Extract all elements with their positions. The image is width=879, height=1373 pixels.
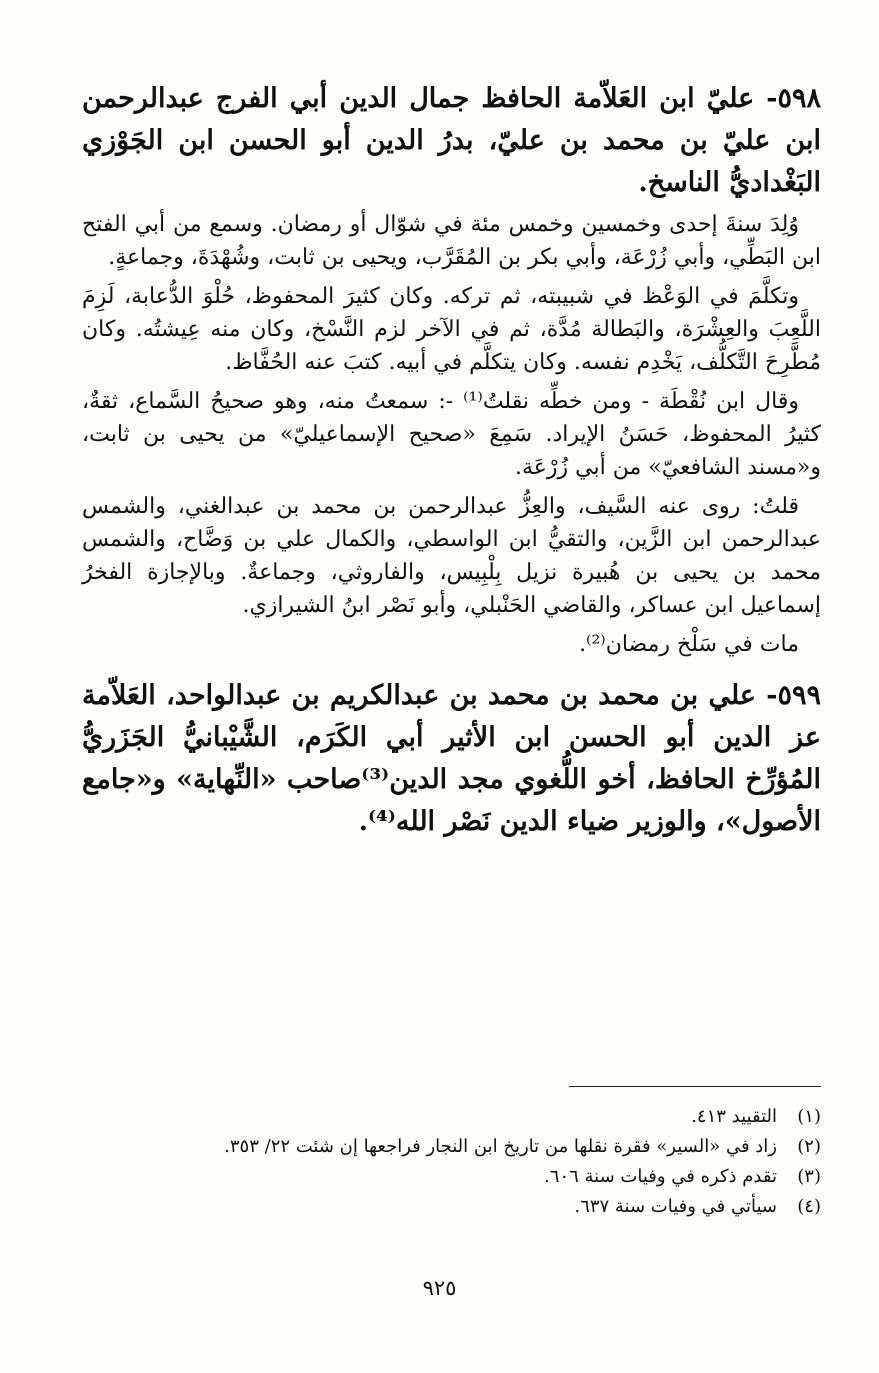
entry-heading-598: ٥٩٨- عليّ ابن العَلاّمة الحافظ جمال الدين أبي الفرج عبدالرحمن ابن عليّ بن محمد بن عليّ، بدرُ الدين أبو الحسن ابن الجَوْزي البَغْداديُّ الناسخ. (82, 83, 821, 198)
footnote-item (82, 1132, 821, 1162)
paragraph-ibn-nuqta: وقال ابن نُقْطَة - ومن خطِّه نقلتُ⁽¹⁾ -: سمعتُ منه، وهو صحيحُ السَّماع، ثقةٌ، كثيرُ المحفوظ، حَسَنُ الإيراد. سَمِعَ «صحيح الإسماعيليّ» من يحيى بن ثابت، و«مسند الشافعيّ» من أبي زُرْعَة. (82, 389, 821, 480)
paragraph-narrators: قلتُ: روى عنه السَّيف، والعِزُّ عبدالرحمن بن محمد بن عبدالغني، والشمس عبدالرحمن ابن الزَّين، والتقيُّ ابن الواسطي، والكمال علي بن وَضَّاح، والشمس محمد بن يحيى بن هُبيرة نزيل بِلْبِيس، والفاروثي، وجماعةٌ. وبالإجازة الفخرُ إسماعيل ابن عساكر، والقاضي الحَنْبلي، وأبو نَصْر ابنُ الشيرازي. (82, 494, 821, 618)
footnote-divider (569, 1086, 821, 1087)
footnote-text: زاد في «السير» فقرة نقلها من تاريخ ابن النجار فراجعها إن شئت ٢٢/ ٣٥٣. (224, 1136, 777, 1157)
footnote-item (82, 1192, 821, 1222)
footnote-item (82, 1162, 821, 1192)
footnote-item (82, 1102, 821, 1132)
page-number: ٩٢٥ (422, 1276, 457, 1300)
footnote-number: (٤) (797, 1196, 821, 1217)
footnote-text: سيأتي في وفيات سنة ٦٣٧. (574, 1196, 777, 1217)
footnote-number: (١) (797, 1106, 821, 1127)
main-text (82, 78, 821, 847)
footnote-text: التقييد ٤١٣. (691, 1106, 777, 1127)
footnote-number: (٢) (797, 1136, 821, 1157)
footnote-number: (٣) (797, 1166, 821, 1187)
footnotes (82, 1102, 821, 1222)
footnote-text: تقدم ذكره في وفيات سنة ٦٠٦. (544, 1166, 777, 1187)
paragraph-character: وتكلَّمَ في الوَعْظ في شبيبته، ثم تركه. وكان كثيرَ المحفوظ، حُلْوَ الدُّعابة، لَزِمَ اللَّعِبَ والعِشْرَة، والبَطالة مُدَّة، ثم في الآخر لزم النَّسْخ، وكان منه عِيشتُه. وكان مُطَّرِحَ التَّكلُّف، يَخْدِم نفسه. وكان يتكلَّم في أبيه. كتبَ عنه الحُفَّاظ. (82, 284, 821, 375)
paragraph-death: مات في سَلْخ رمضان⁽²⁾. (579, 632, 799, 657)
entry-heading-599: ٥٩٩- علي بن محمد بن محمد بن عبدالكريم بن عبدالواحد، العَلاّمة عز الدين أبو الحسن ابن الأثير أبي الكَرَم، الشَّيْبانيُّ الجَزَريُّ المُؤرِّخ الحافظ، أخو اللُّغوي مجد الدين⁽³⁾صاحب «النِّهاية» و«جامع الأصول»، والوزير ضياء الدين نَصْر الله⁽⁴⁾. (82, 680, 822, 837)
paragraph-birth: وُلِدَ سنةَ إحدى وخمسين وخمس مئة في شوّال أو رمضان. وسمع من أبي الفتح ابن البَطِّي، وأبي زُرْعَة، وأبي بكر بن المُقَرَّب، ويحيى بن ثابت، وشُهْدَةَ، وجماعةٍ. (82, 212, 821, 270)
